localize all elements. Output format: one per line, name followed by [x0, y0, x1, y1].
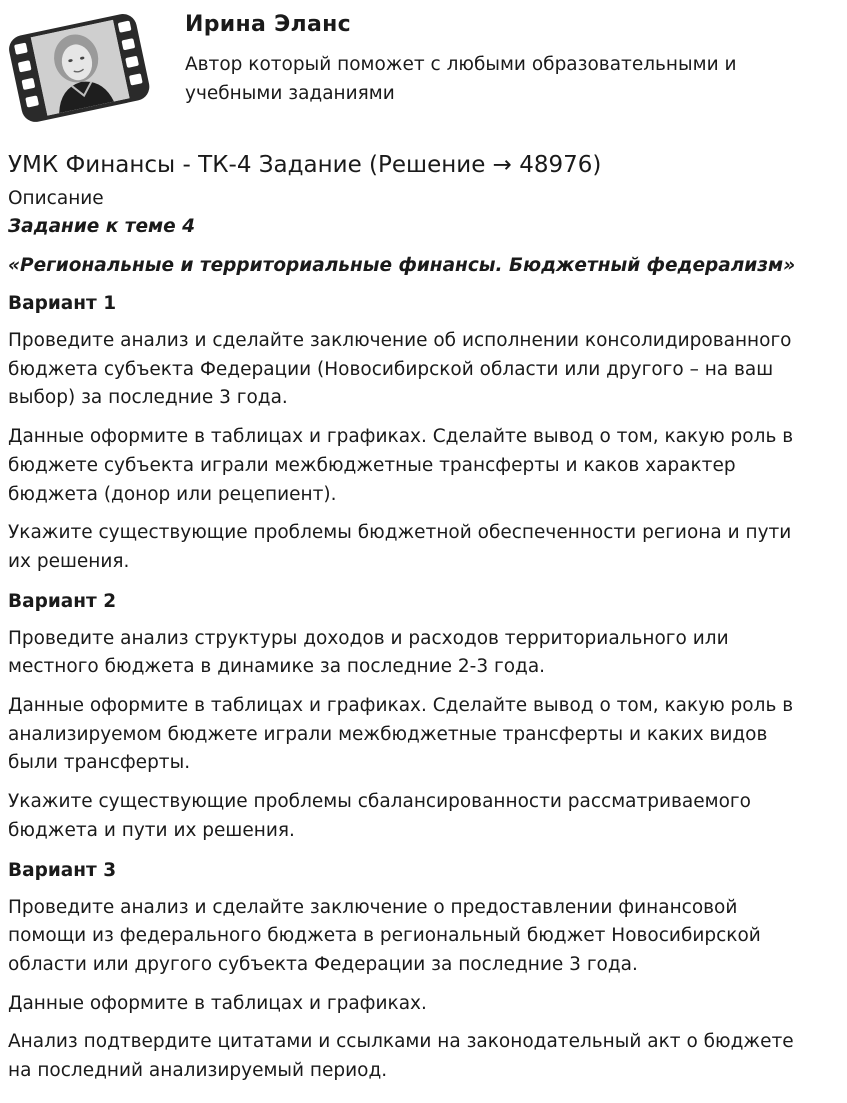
paragraph-line: Проведите анализ и сделайте заключение о предоставлении финансовой — [8, 896, 738, 918]
paragraph — [8, 327, 838, 413]
paragraph-line: на последний анализируемый период. — [8, 1060, 388, 1082]
paragraph-line: бюджете субъекта играли межбюджетные трансферты и каков характер — [8, 454, 736, 476]
paragraph — [8, 625, 838, 682]
paragraph-line: бюджета субъекта Федерации (Новосибирской области или другого – на ваш — [8, 358, 774, 380]
paragraph-line: их решения. — [8, 550, 130, 572]
main-content — [8, 146, 838, 1086]
author-name[interactable]: Ирина Эланс — [185, 12, 351, 37]
description-label: Описание — [8, 188, 104, 209]
paragraph-line: выбор) за последние 3 года. — [8, 387, 288, 409]
paragraph-line: были трансферты. — [8, 752, 191, 774]
paragraph — [8, 788, 838, 845]
paragraph-line: помощи из федерального бюджета в региональный бюджет Новосибирской — [8, 925, 761, 947]
paragraph — [8, 692, 838, 778]
paragraph-line: местного бюджета в динамике за последние 2-3 года. — [8, 656, 546, 678]
author-avatar[interactable] — [6, 6, 152, 128]
page-title: УМК Финансы - ТК-4 Задание (Решение → 48976) — [8, 152, 602, 178]
variant-heading: Вариант 1 — [8, 293, 117, 314]
paragraph-line: анализируемом бюджете играли межбюджетные трансферты и каких видов — [8, 723, 768, 745]
paragraph-line: Проведите анализ и сделайте заключение об исполнении консолидированного — [8, 330, 792, 351]
topic-title: «Региональные и территориальные финансы. Бюджетный федерализм» — [8, 255, 796, 276]
variant-heading: Вариант 3 — [8, 859, 117, 881]
author-description-line: учебными заданиями — [185, 83, 395, 104]
variant-heading: Вариант 2 — [8, 590, 117, 612]
paragraph-line: бюджета и пути их решения. — [8, 819, 295, 841]
task-title: Задание к теме 4 — [8, 216, 196, 237]
paragraph-line: бюджета (донор или рецепиент). — [8, 483, 337, 505]
variant-2-section — [8, 589, 838, 846]
paragraph-line: Укажите существующие проблемы сбалансированности рассматриваемого — [8, 791, 751, 813]
paragraph-line: Данные оформите в таблицах и графиках. Сделайте вывод о том, какую роль в — [8, 695, 794, 717]
paragraph-line: области или другого субъекта Федерации за последние 3 года. — [8, 953, 638, 975]
variant-1-section — [8, 291, 838, 577]
paragraph-line: Анализ подтвердите цитатами и ссылками на законодательный акт о бюджете — [8, 1031, 794, 1053]
paragraph-line: Проведите анализ структуры доходов и расходов территориального или — [8, 627, 729, 649]
paragraph — [8, 423, 838, 509]
paragraph — [8, 1028, 838, 1085]
author-header — [0, 0, 847, 135]
variant-3-section — [8, 858, 838, 1086]
paragraph — [8, 519, 838, 576]
author-description-line: Автор который поможет с любыми образовательными и — [185, 54, 737, 75]
film-strip-avatar-icon — [6, 6, 152, 128]
author-description — [185, 50, 825, 108]
paragraph — [8, 990, 838, 1019]
paragraph-line: Данные оформите в таблицах и графиках. — [8, 992, 427, 1014]
paragraph-line: Укажите существующие проблемы бюджетной обеспеченности региона и пути — [8, 522, 792, 544]
paragraph-line: Данные оформите в таблицах и графиках. Сделайте вывод о том, какую роль в — [8, 426, 794, 448]
paragraph — [8, 894, 838, 980]
